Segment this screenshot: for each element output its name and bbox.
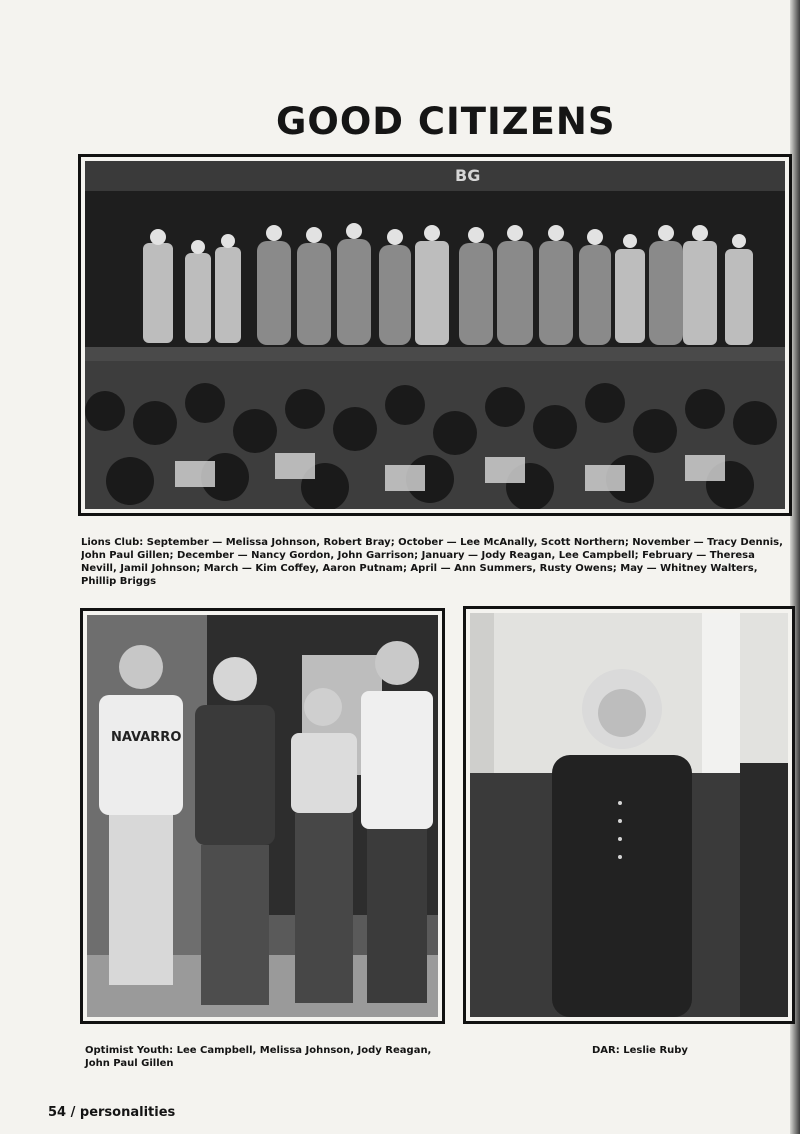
caption-line: Optimist Youth: Lee Campbell, Melissa Johnson, Jody Reagan, [85, 1045, 432, 1056]
page-title: GOOD CITIZENS [276, 100, 616, 143]
portrait-photo [463, 606, 795, 1024]
group-photo-caption [85, 1044, 455, 1070]
caption-line: Lions Club: September — Melissa Johnson, Robert Bray; October — Lee McAnally, Scott Northern; November — Tracy Dennis, [81, 537, 783, 548]
stage-banner-text: BG [455, 166, 481, 185]
caption-line: Nevill, Jamil Johnson; March — Kim Coffey, Aaron Putnam; April — Ann Summers, Rusty Owens; May — Whitney Walters, [81, 563, 758, 574]
shirt-text: NAVARRO [111, 730, 182, 745]
stage-photo-caption [81, 536, 793, 588]
caption-line: Phillip Briggs [81, 576, 157, 587]
caption-line: John Paul Gillen; December — Nancy Gordon, John Garrison; January — Jody Reagan, Lee Campbell; February — Theresa [81, 550, 755, 561]
portrait-photo-image [470, 613, 788, 1017]
group-photo [80, 608, 445, 1024]
portrait-photo-caption: DAR: Leslie Ruby [592, 1045, 688, 1056]
page-folio: 54 / personalities [48, 1105, 176, 1120]
caption-line: John Paul Gillen [85, 1058, 174, 1069]
stage-photo-image [85, 161, 785, 509]
group-photo-image [87, 615, 438, 1017]
stage-photo [78, 154, 792, 516]
